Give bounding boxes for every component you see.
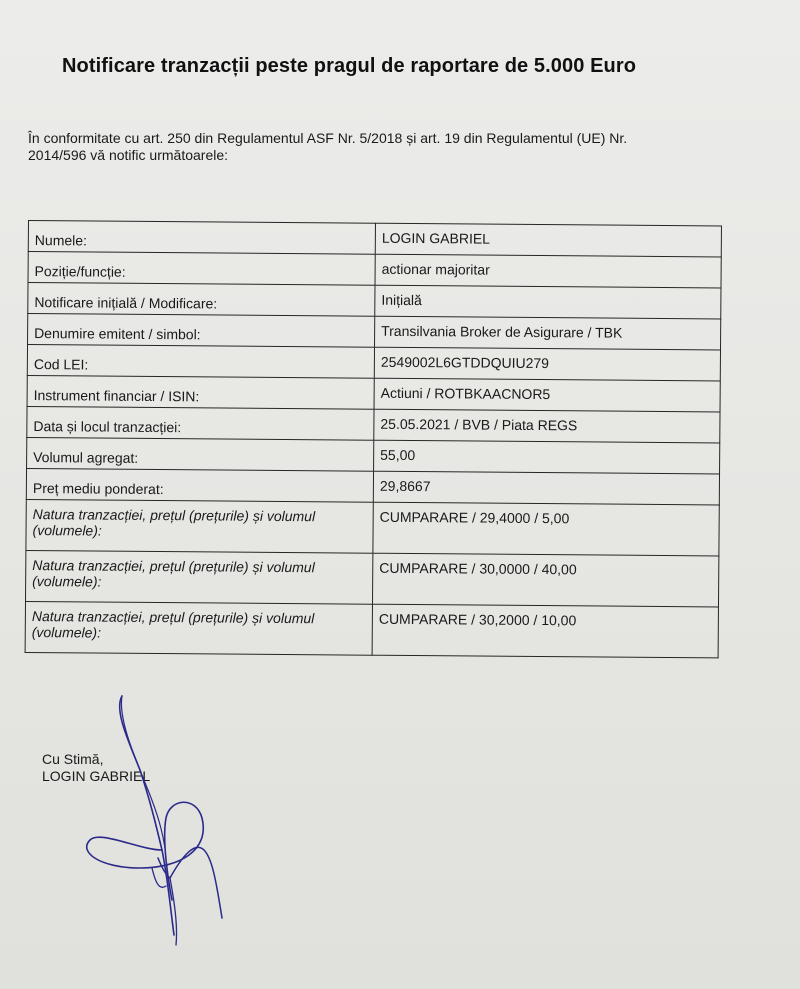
- table-row: [25, 601, 718, 657]
- row-label: Volumul agregat:: [27, 437, 374, 471]
- row-value: CUMPARARE / 29,4000 / 5,00: [373, 502, 719, 556]
- row-label: Natura tranzacției, prețul (prețurile) și volumul (volumele):: [26, 499, 373, 553]
- row-value: Inițială: [375, 285, 721, 319]
- table-row: [26, 550, 719, 606]
- signatory-name: LOGIN GABRIEL: [42, 768, 151, 784]
- document-title: Notificare tranzacții peste pragul de raportare de 5.000 Euro: [62, 55, 637, 77]
- row-value: 55,00: [374, 440, 720, 474]
- row-value: actionar majoritar: [375, 254, 721, 288]
- row-label: Cod LEI:: [27, 345, 374, 379]
- row-value: CUMPARARE / 30,0000 / 40,00: [372, 553, 718, 607]
- row-label: Natura tranzacției, prețul (prețurile) și volumul (volumele):: [25, 601, 372, 655]
- row-value: Actiuni / ROTBKAACNOR5: [374, 378, 720, 412]
- row-label: Natura tranzacției, prețul (prețurile) și volumul (volumele):: [26, 550, 373, 604]
- transaction-table-wrapper: [25, 220, 722, 658]
- row-label: Instrument financiar / ISIN:: [27, 375, 374, 409]
- salutation: Cu Stimă,: [42, 751, 104, 767]
- row-label: Data și locul tranzacției:: [27, 406, 374, 440]
- table-row: [26, 499, 719, 555]
- row-value: 25.05.2021 / BVB / Piata REGS: [374, 409, 720, 443]
- row-value: LOGIN GABRIEL: [375, 223, 721, 257]
- row-value: Transilvania Broker de Asigurare / TBK: [375, 316, 721, 350]
- row-value: CUMPARARE / 30,2000 / 10,00: [372, 604, 718, 658]
- row-value: 2549002L6GTDDQUIU279: [374, 347, 720, 381]
- row-value: 29,8667: [373, 471, 719, 505]
- row-label: Denumire emitent / simbol:: [28, 314, 375, 348]
- signature-icon: [70, 690, 260, 950]
- transaction-table: [25, 220, 722, 658]
- row-label: Preț mediu ponderat:: [26, 468, 373, 502]
- row-label: Notificare inițială / Modificare:: [28, 283, 375, 317]
- row-label: Numele:: [28, 221, 375, 255]
- row-label: Poziție/funcție:: [28, 252, 375, 286]
- intro-paragraph: În conformitate cu art. 250 din Regulamentul ASF Nr. 5/2018 și art. 19 din Regulamentul (UE) Nr. 2014/596 vă notific următoarele:: [28, 130, 628, 163]
